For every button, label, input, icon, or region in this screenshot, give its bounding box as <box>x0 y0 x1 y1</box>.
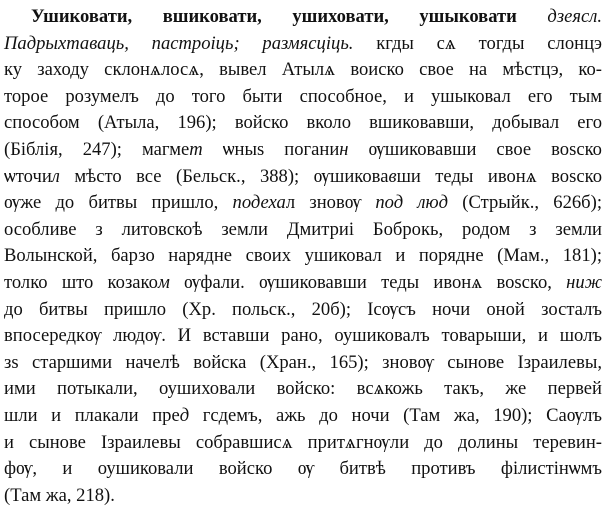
entry-text: ѡточи <box>4 165 52 187</box>
entry-text: ско, <box>521 271 567 293</box>
entry-text: ку заходу склонѧлосѧ, вывел Атылѧ воиско свое на мѣстцэ, ко- <box>4 59 602 81</box>
entry-text: толко што козако <box>4 271 158 293</box>
entry-line <box>4 430 602 457</box>
entry-text: Волынской, барзо нарядне своих ушиковал и порядне (Мам., 181); <box>4 245 602 267</box>
entry-line <box>4 376 602 403</box>
entry-line <box>4 243 602 270</box>
entry-text: ѹфали. ѹшиковавши теды ивонѧ во <box>169 271 515 293</box>
entry-text: (Стрыйк., 626б); <box>448 192 603 214</box>
entry-line <box>4 403 602 430</box>
entry-text: до битвы пришло (Хр. польск., 20б); Ісѹсъ ночи оной зосталъ <box>4 298 602 320</box>
entry-text: ѹшиковавши свое во <box>348 138 570 160</box>
entry-line <box>4 4 602 31</box>
entry-line <box>4 164 602 191</box>
italic-text: м <box>157 271 170 293</box>
entry-text: з <box>4 351 12 373</box>
entry-text: и сынове Ізраилевы собравшисѧ притѧгнѹли до долины теревин- <box>4 431 602 453</box>
italic-text: подеха <box>232 192 286 214</box>
italic-text: под люд <box>375 192 449 214</box>
entry-text: торое розумелъ до того быти способное, и ушыковал его тым <box>4 85 602 107</box>
entry-line <box>4 57 602 84</box>
entry-text: ѹже до битвы пришло, <box>4 192 233 214</box>
entry-text: гсдемъ, ажь до ночи (Там жа, 190); Саѹлъ <box>189 404 602 426</box>
entry-line <box>4 270 602 297</box>
entry-line <box>4 110 602 137</box>
entry-line <box>4 483 602 509</box>
entry-text: шли и плакали пре <box>4 404 180 426</box>
entry-line <box>4 84 602 111</box>
entry-text: ѕ <box>569 165 577 187</box>
entry-text: ѕ <box>514 271 522 293</box>
italic-text: в <box>388 165 397 187</box>
entry-text: особливе з литовскоѣ земли Дмитриі Боброкь, родом з земли <box>4 218 602 240</box>
italic-text: д <box>179 404 190 426</box>
entry-text: кгды сѧ тогды слонцэ <box>353 32 602 54</box>
italic-text: Падрыхтаваць, пастроіць; размясціць. <box>4 32 354 54</box>
entry-text: фѹ, и оушиковали войско ѹ битвѣ противъ філистінѡмъ <box>4 458 602 480</box>
entry-text: л зновѹ <box>285 192 376 214</box>
entry-text: впосередкѹ людѹ. И вставши рано, оушиковалъ товарыши, и шолъ <box>4 325 602 347</box>
entry-text <box>517 6 548 27</box>
entry-text: ѡны <box>202 138 257 160</box>
entry-line <box>4 350 602 377</box>
entry-text: ими потыкали, оушиховали войско: всѧкожь такъ, же первей <box>4 378 602 400</box>
entry-text: мѣсто все (Бельск., 388); ѹшикова <box>59 165 389 187</box>
italic-text: т <box>189 138 203 160</box>
entry-text: погани <box>264 138 340 160</box>
entry-text: ѕ <box>569 138 577 160</box>
entry-line <box>4 456 602 483</box>
entry-text: старшими начелѣ войска (Хран., 165); зновѹ сынове Ізраилевы, <box>18 351 602 373</box>
entry-text: ѕ <box>11 351 19 373</box>
entry-line <box>4 190 602 217</box>
entry-line <box>4 31 602 58</box>
dictionary-entry <box>4 4 602 509</box>
entry-line <box>4 323 602 350</box>
entry-text: ско <box>576 165 602 187</box>
headword: Ушиковати, вшиковати, ушиховати, ушыковати <box>31 6 517 27</box>
entry-text: способом (Атыла, 196); войско вколо вшиковавши, добывал его <box>4 112 602 134</box>
italic-text: дзеясл. <box>547 6 602 27</box>
italic-text: ниж <box>566 271 602 293</box>
entry-text: ѕ <box>256 138 265 160</box>
entry-line <box>4 217 602 244</box>
entry-text: (Там жа, 218). <box>4 484 115 506</box>
entry-text: ско <box>576 138 602 160</box>
italic-text: л <box>51 165 60 187</box>
entry-line <box>4 137 602 164</box>
italic-text: н <box>339 138 349 160</box>
entry-text: ши теды ивонѧ во <box>396 165 570 187</box>
entry-text: (Біблія, 247); магме <box>4 138 190 160</box>
entry-line <box>4 297 602 324</box>
